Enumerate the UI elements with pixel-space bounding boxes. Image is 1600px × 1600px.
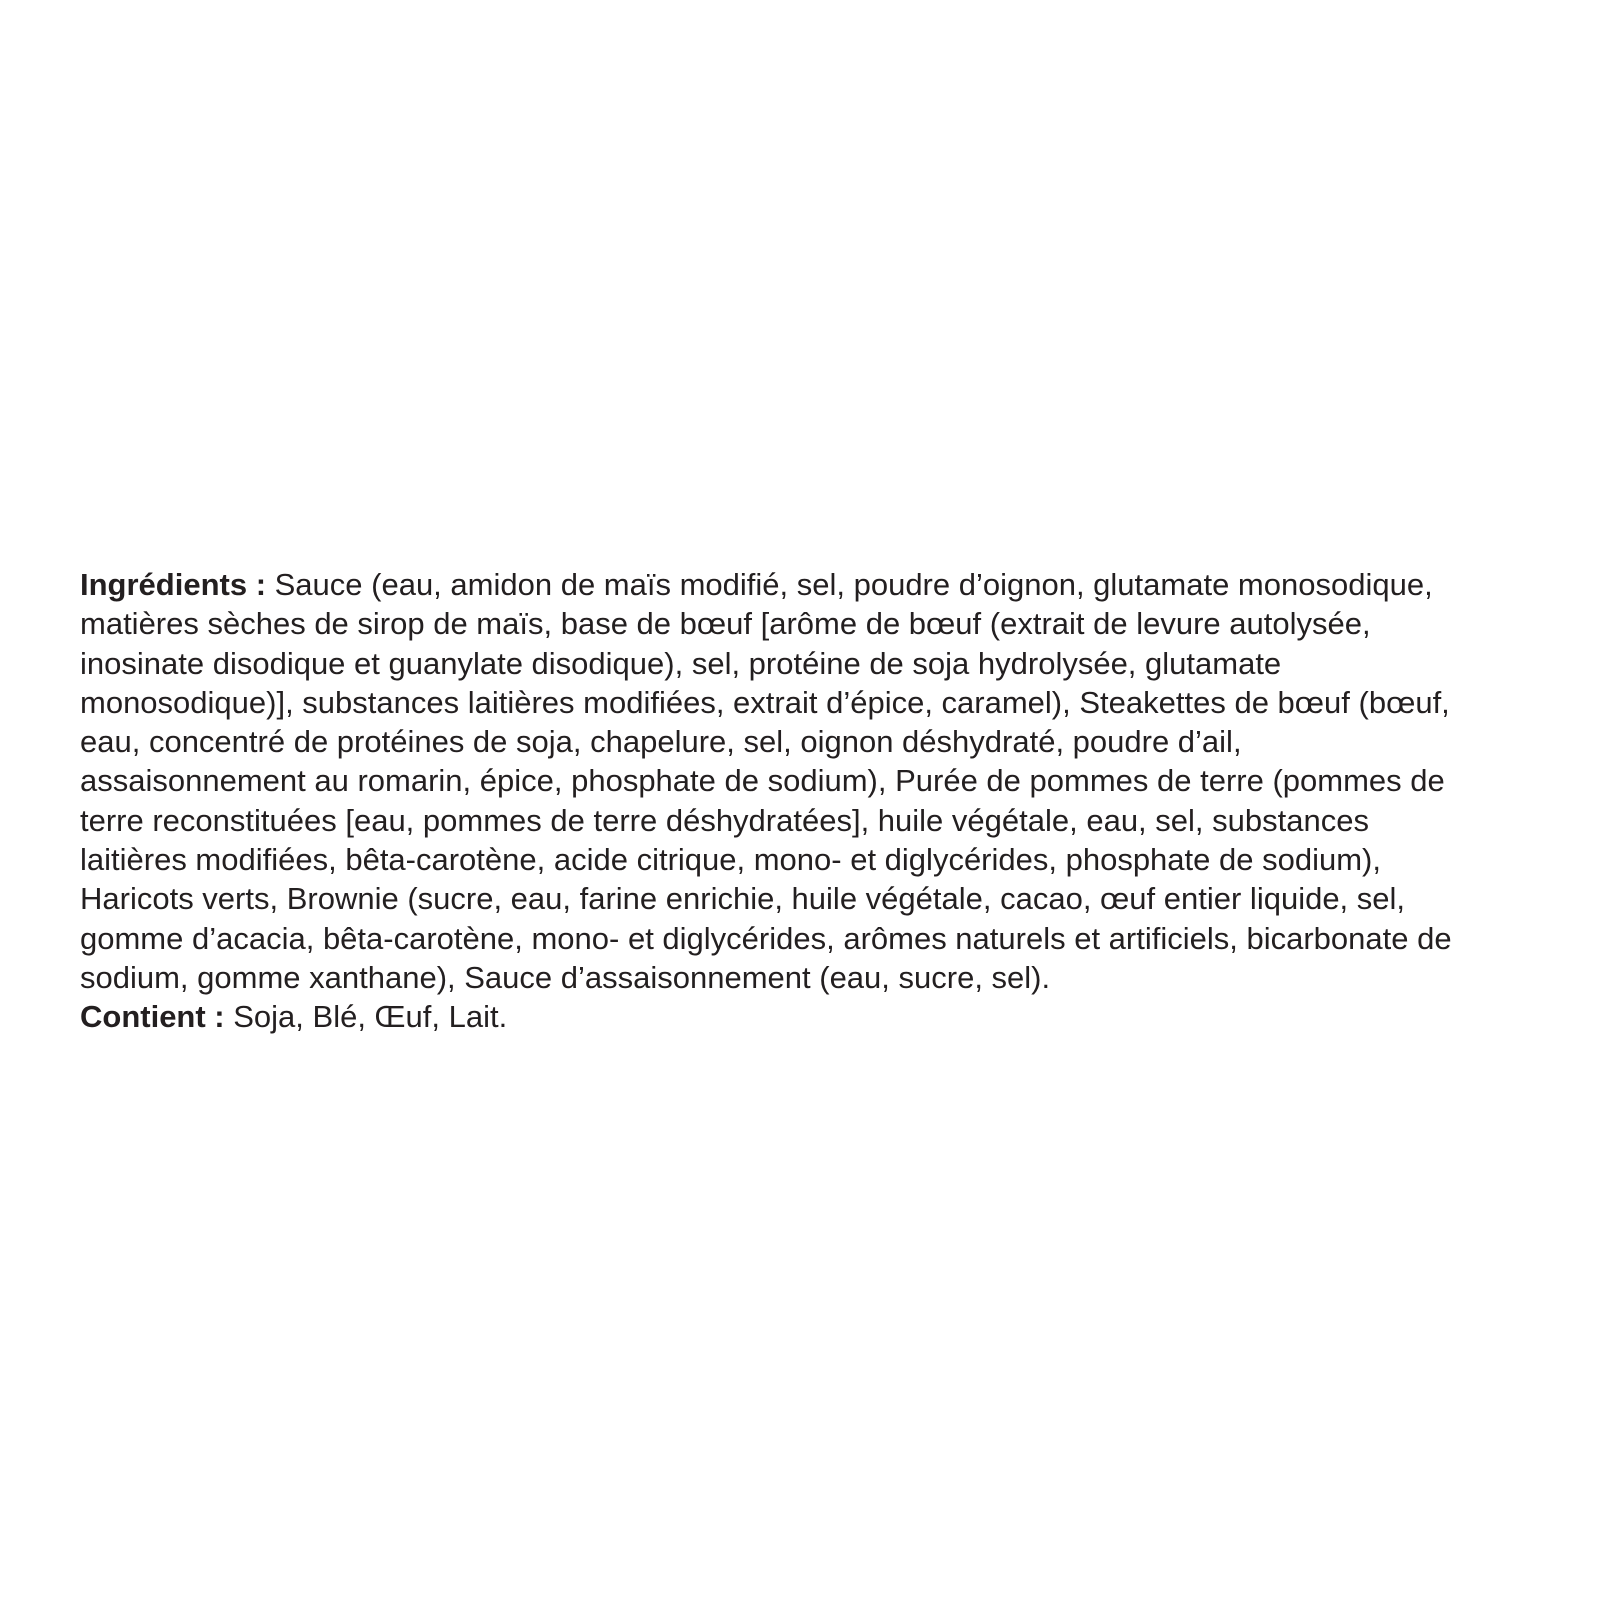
ingredients-line-1 <box>80 565 1540 604</box>
ingredients-line-9: Haricots verts, Brownie (sucre, eau, farine enrichie, huile végétale, cacao, œuf entier liquide, sel, <box>80 881 1406 917</box>
ingredients-line-6: assaisonnement au romarin, épice, phosphate de sodium), Purée de pommes de terre (pommes de <box>80 763 1445 799</box>
ingredients-line-8: laitières modifiées, bêta-carotène, acide citrique, mono- et diglycérides, phosphate de sodium), <box>80 842 1381 878</box>
ingredients-line-7: terre reconstituées [eau, pommes de terre déshydratées], huile végétale, eau, sel, substances <box>80 802 1369 838</box>
contains-heading: Contient : <box>80 999 225 1035</box>
ingredients-text: Sauce (eau, amidon de maïs modifié, sel, poudre d’oignon, glutamate monosodique, <box>266 567 1433 602</box>
ingredients-line-3: inosinate disodique et guanylate disodique), sel, protéine de soja hydrolysée, glutamate <box>80 645 1282 681</box>
ingredients-line-10: gomme d’acacia, bêta-carotène, mono- et diglycérides, arômes naturels et artificiels, bicarbonate de <box>80 920 1452 956</box>
ingredients-label <box>80 565 1540 1037</box>
ingredients-line-4: monosodique)], substances laitières modifiées, extrait d’épice, caramel), Steakettes de bœuf (bœuf, <box>80 684 1450 720</box>
ingredients-line-11: sodium, gomme xanthane), Sauce d’assaisonnement (eau, sucre, sel). <box>80 959 1051 995</box>
contains-text: Soja, Blé, Œuf, Lait. <box>224 999 508 1035</box>
ingredients-line-2: matières sèches de sirop de maïs, base de bœuf [arôme de bœuf (extrait de levure autolysée, <box>80 606 1371 642</box>
ingredients-heading: Ingrédients : <box>80 567 267 602</box>
ingredients-line-5: eau, concentré de protéines de soja, chapelure, sel, oignon déshydraté, poudre d’ail, <box>80 724 1242 760</box>
contains-line <box>80 997 1540 1036</box>
